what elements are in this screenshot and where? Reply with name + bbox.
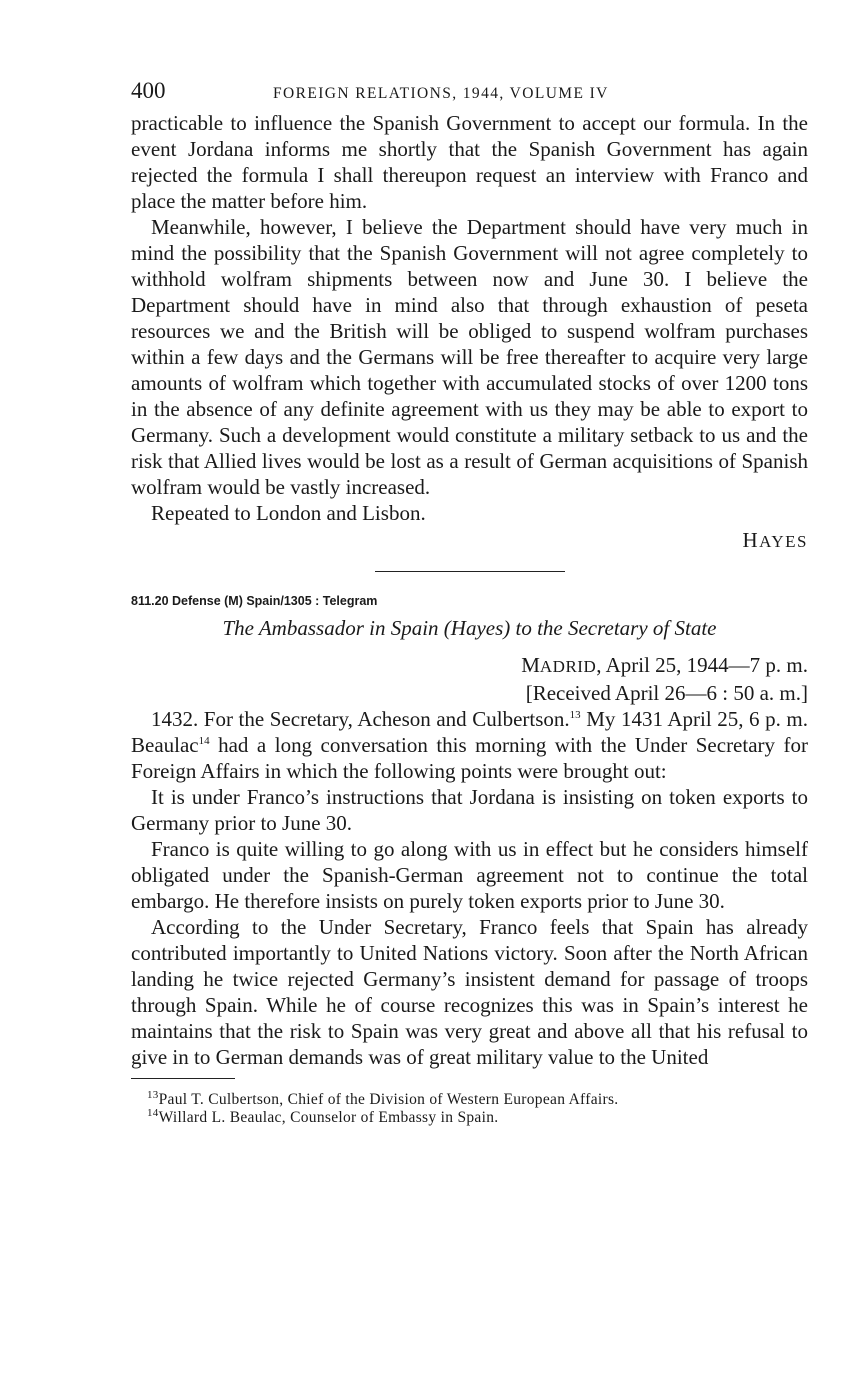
signature: [131, 528, 808, 553]
paragraph: [131, 706, 808, 784]
paragraph: practicable to influence the Spanish Government to accept our formula. In the event Jordana informs me shortly that the Spanish Government has again rejected the formula I shall thereupon request an interview with Franco and place the matter before him.: [131, 111, 808, 213]
paragraph-text: My 1431 April 25, 6 p. m. Beaulac: [131, 707, 808, 757]
place-initial: M: [521, 653, 540, 677]
paragraph: Franco is quite willing to go along with us in effect but he considers himself obligated under the Spanish-German agreement not to continue the total embargo. He therefore insists on purely token exports prior to June 30.: [131, 837, 808, 913]
footnote-ref-13: 13: [569, 709, 581, 721]
place-rest: ADRID: [539, 657, 597, 676]
footnote-rule: [131, 1078, 235, 1079]
footnote-ref-14: 14: [198, 735, 210, 747]
page-number: 400: [131, 78, 166, 103]
paragraph-text: had a long conversation this morning with the Under Secretary for Foreign Affairs in which the following points were brought out:: [131, 733, 808, 783]
footnote-text: Paul T. Culbertson, Chief of the Division of Western European Affairs.: [158, 1091, 619, 1108]
signature-rest: AYES: [759, 532, 808, 551]
signature-initial: H: [742, 528, 760, 552]
document-title: The Ambassador in Spain (Hayes) to the Secretary of State: [222, 616, 717, 640]
section-divider: [375, 571, 565, 572]
document-page: [131, 78, 808, 1127]
file-reference: 811.20 Defense (M) Spain/1305 : Telegram: [131, 594, 378, 608]
paragraph: It is under Franco’s instructions that Jordana is insisting on token exports to Germany prior to June 30.: [131, 785, 808, 835]
footnote: [147, 1088, 808, 1109]
footnote-marker: 13: [147, 1088, 159, 1101]
dateline: [131, 652, 808, 706]
place-date: [131, 652, 808, 680]
footnotes: [131, 1088, 808, 1127]
paragraph: Meanwhile, however, I believe the Department should have very much in mind the possibility that the Spanish Government will not agree completely to withhold wolfram shipments between now and June 30. I believe the Department should have in mind also that through exhaustion of peseta resources we and the British will be obliged to suspend wolfram purchases within a few days and the Germans will be free thereafter to acquire very large amounts of wolfram which together with accumulated stocks of over 1200 tons in the absence of any definite agreement with us they may be able to export to Germany. Such a development would constitute a military setback to us and the risk that Allied lives would be lost as a result of German acquisitions of Spanish wolfram would be vastly increased.: [131, 215, 808, 499]
running-title: FOREIGN RELATIONS, 1944, VOLUME IV: [273, 85, 609, 102]
footnote-text: Willard L. Beaulac, Counselor of Embassy in Spain.: [158, 1109, 499, 1126]
footnote-marker: 14: [147, 1106, 159, 1119]
telegram-document: [131, 594, 808, 1070]
page-header: [131, 78, 808, 110]
footnote: [147, 1106, 808, 1127]
paragraph-text: 1432. For the Secretary, Acheson and Culbertson.: [151, 707, 570, 731]
previous-document-continuation: [131, 110, 808, 553]
paragraph: Repeated to London and Lisbon.: [151, 501, 426, 525]
received-date: [Received April 26—6 : 50 a. m.]: [525, 681, 808, 705]
paragraph: According to the Under Secretary, Franco feels that Spain has already contributed importantly to United Nations victory. Soon after the North African landing he twice rejected Germany’s insistent demand for passage of troops through Spain. While he of course recognizes this was in Spain’s interest he maintains that the risk to Spain was very great and above all that his refusal to give in to German demands was of great military value to the United: [131, 915, 808, 1069]
date: , April 25, 1944—7 p. m.: [596, 653, 808, 677]
